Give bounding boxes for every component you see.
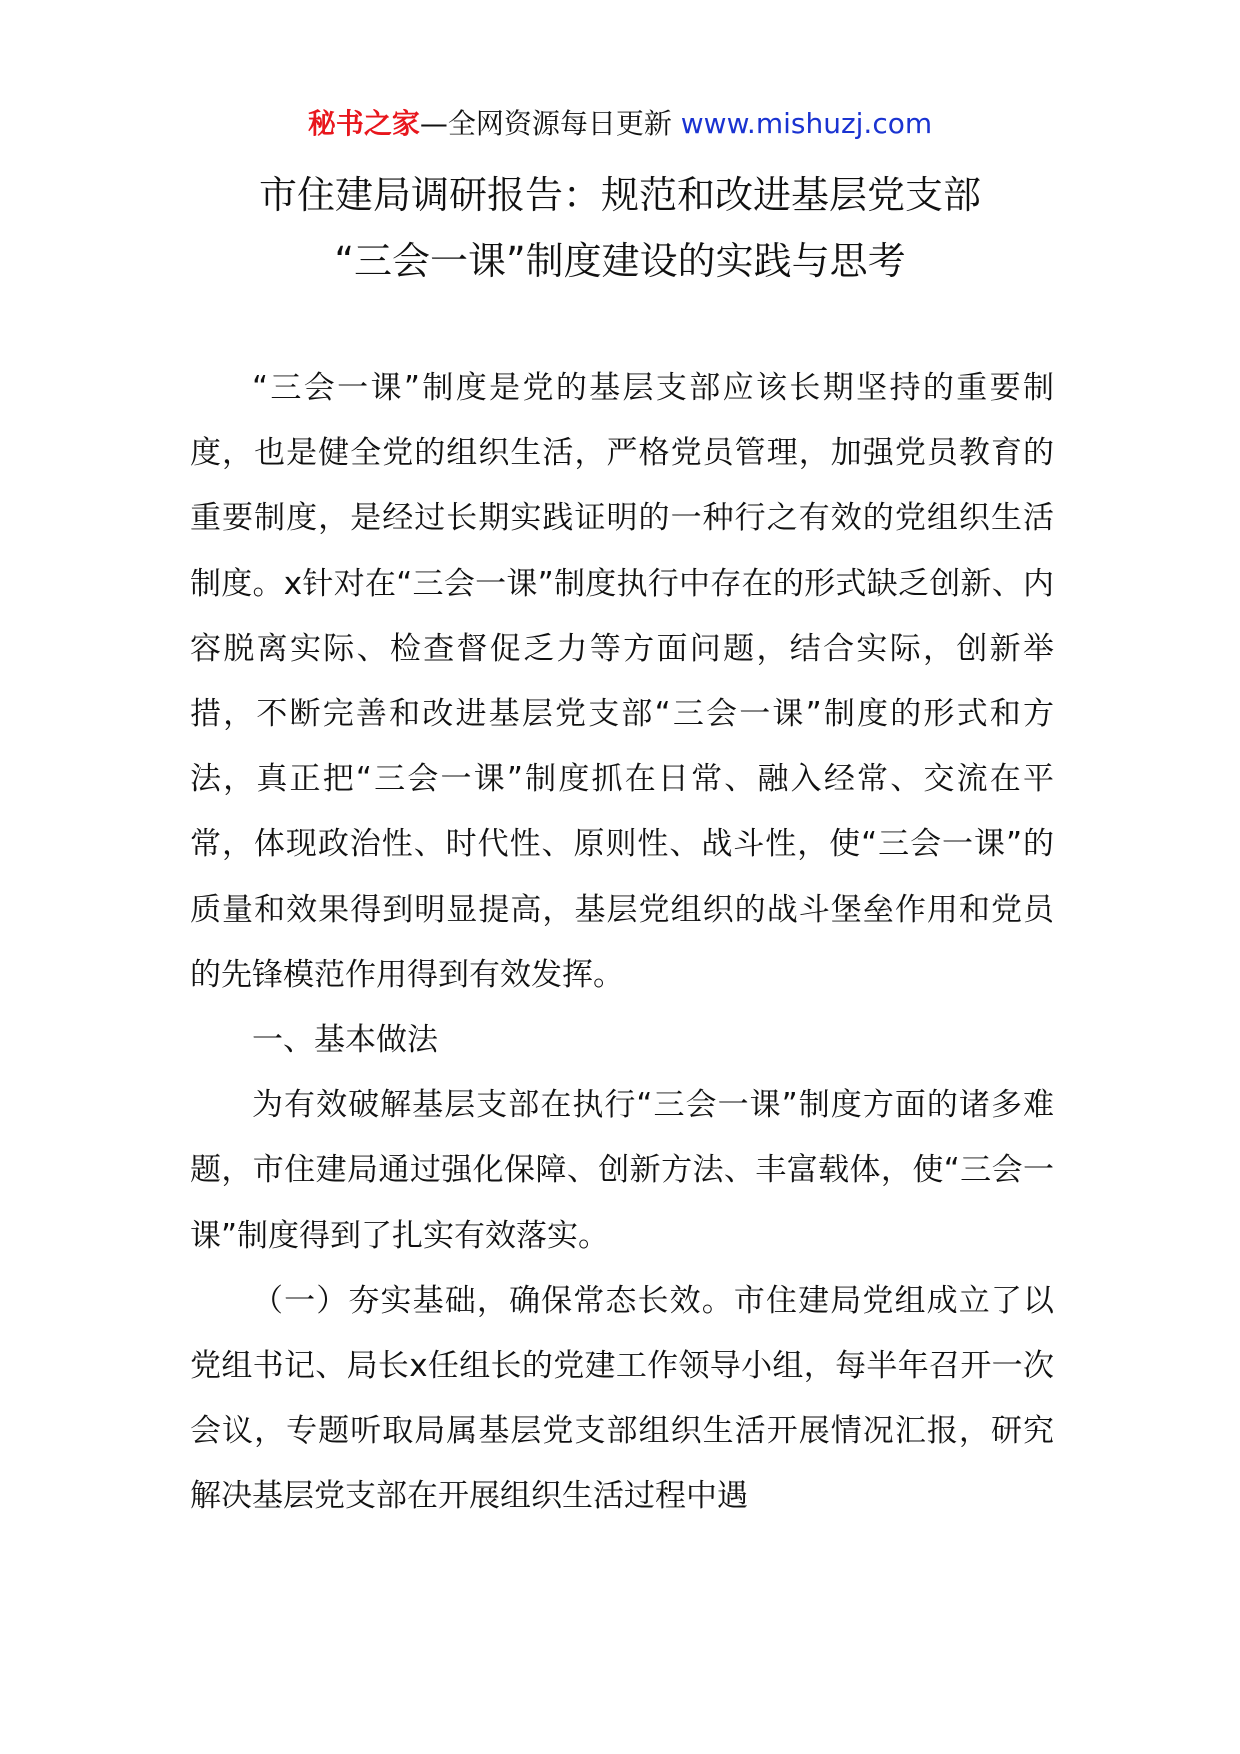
intro-paragraph: “三会一课”制度是党的基层支部应该长期坚持的重要制度，也是健全党的组织生活，严格党员管理，加强党员教育的重要制度，是经过长期实践证明的一种行之有效的党组织生活制度。x针对在“三会一课”制度执行中存在的形式缺乏创新、内容脱离实际、检查督促乏力等方面问题，结合实际，创新举措，不断完善和改进基层党支部“三会一课”制度的形式和方法，真正把“三会一课”制度抓在日常、融入经常、交流在平常，体现政治性、时代性、原则性、战斗性，使“三会一课”的质量和效果得到明显提高，基层党组织的战斗堡垒作用和党员的先锋模范作用得到有效发挥。	[190, 370, 1054, 993]
document-title	[0, 162, 1240, 294]
section-heading: 一、基本做法	[252, 1022, 438, 1059]
site-url[interactable]: www.mishuzj.com	[680, 107, 933, 140]
brand-name: 秘书之家	[307, 107, 420, 140]
section-intro-paragraph: 为有效破解基层支部在执行“三会一课”制度方面的诸多难题，市住建局通过强化保障、创新方法、丰富载体，使“三会一课”制度得到了扎实有效落实。	[190, 1087, 1054, 1254]
subsection-paragraph: （一）夯实基础，确保常态长效。市住建局党组成立了以党组书记、局长x任组长的党建工作领导小组，每半年召开一次会议，专题听取局属基层党支部组织生活开展情况汇报，研究解决基层党支部在开展组织生活过程中遇	[190, 1282, 1054, 1515]
header-slogan: —全网资源每日更新	[419, 107, 681, 140]
document-body	[190, 356, 1054, 1530]
site-header	[0, 102, 1240, 146]
title-line-2: “三会一课”制度建设的实践与思考	[334, 239, 906, 283]
title-line-1: 市住建局调研报告：规范和改进基层党支部	[258, 173, 981, 217]
